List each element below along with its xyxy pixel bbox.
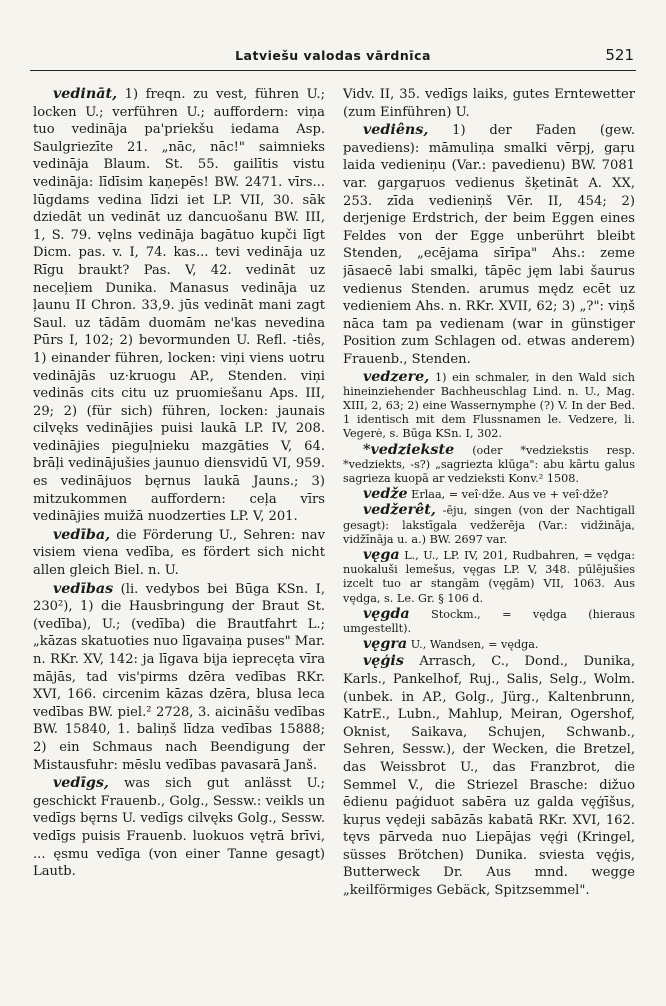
dictionary-entry xyxy=(343,122,635,368)
right-column xyxy=(343,86,635,991)
entry-headword: vedības xyxy=(53,580,114,597)
entry-headword: vediêns, xyxy=(363,122,429,139)
entry-text: Arrasch, C., Dond., Dunika, Karls., Pankelhof, Ruj., Salis, Selg., Wolm. (unbek. in AP., Golg., Jürg., Kaltenbrunn, KatrE., Lubn., Mahlup, Meiran, Ogershof, Oknist, Saikava, Schujen, Schwanb., Sehren, Sessw.), der Wecken, die Bretzel, das Weissbrot U., das Franzbrot, die Semmel V., die Striezel Brasche: dižuo ēdienu paģiduot sabēra uz galda vęģīšus, kuŗus vędeji sabāzās kabatā RKr. XVI, 162. tęvs pārveda nuo Liepājas vęģi (Kringel, süsses Brötchen) Dunika. sviesta vęģis, Butterweck Dr. Aus mnd. wegge „keilförmiges Gebäck, Spitzsemmel". xyxy=(343,654,635,899)
dictionary-entry xyxy=(343,503,635,547)
entry-headword: vedžerêt, xyxy=(363,502,436,519)
dictionary-entry xyxy=(343,370,635,442)
entry-text: (oder *vedziekstis resp. *vedziekts, -s?) „sagriezta klūga": abu kārtu galus sagrieza kuopā ar vedzieksti Konv.² 1508. xyxy=(343,443,635,485)
dictionary-entry xyxy=(343,637,635,652)
entry-text: die Förderung U., Sehren: nav visiem viena vedība, es fördert sich nicht allen gleich Biel. n. U. xyxy=(33,527,325,579)
entry-text: 1) freqn. zu vest, führen U.; locken U.; verführen U.; auffordern: viņa tuo vedināja pa'priekšu iedama Asp. Saulgriezīte 21. „nāc, nāc!" saimnieks vedināja Blaum. St. 55. gailītis vistu vedināja: līdīsim kaņepēs! BW. 2471. vīrs... lūgdams vedina līdzi iet LP. VII, 30. sāk dziedāt un vedināt uz dancuošanu BW. III, 1, S. 79. vęlns vedināja bagātuo kupči līgt Dicm. pas. v. I, 74. kas... tevi vedināja uz Rīgu braukt? Pas. V, 42. vedināt uz neceļiem Dunika. Manasus vedināja uz ļaunu II Chron. 33,9. jūs vedināt mani zagt Saul. uz tādām duomām ne'kas nevedina Pūrs I, 102; 2) bevormunden U. Refl. -tiês, 1) einander führen, locken: viņi viens uotru vedinājās uz·kruogu AP., Stenden. viņi vedinās cits citu uz pruomiešanu Aps. III, 29; 2) (für sich) führen, locken: jaunais cilvęks vedinājies puisi laukā LP. IV, 208. vedinājies pieguļnieku mazgāties V, 64. brāļi vedinājušies jaunuo diensvidū VI, 959. es vedinājuos bęrnus laukā Jauns.; 3) mitzukommen auffordern: ceļa vīrs vedinājies muižā nuodzerties LP. V, 201. xyxy=(33,87,325,525)
dictionary-entry xyxy=(343,548,635,606)
entry-text: Stockm., = vędga (hieraus umgestellt). xyxy=(343,607,635,635)
entry-headword: vedība, xyxy=(53,526,111,543)
dictionary-entry xyxy=(343,443,635,487)
dictionary-entry xyxy=(343,487,635,502)
left-column xyxy=(33,86,325,991)
entry-headword: vęgra xyxy=(363,636,408,653)
page-number: 521 xyxy=(605,46,634,64)
entry-headword: vęga xyxy=(363,546,400,563)
page-header xyxy=(30,44,636,71)
entry-text: Vidv. II, 35. vedīgs laiks, gutes Erntewetter (zum Einführen) U. xyxy=(343,87,635,120)
entry-text: -ēju, singen (von der Nachtigall gesagt): lakstīgala vedžerēja (Var.: vidžināja, vidžīnāja u. a.) BW. 2697 var. xyxy=(343,504,635,546)
dictionary-entry xyxy=(343,607,635,636)
running-head: Latviešu valodas vārdnīca xyxy=(235,48,431,63)
dictionary-entry xyxy=(33,527,325,580)
entry-text: (li. vedybos bei Būga KSn. I, 230²), 1) die Hausbringung der Braut St. (vedība), U.; (vedība) die Brautfahrt L.; „kāzas skatuoties nuo līgavaiņa puses" Mar. n. RKr. XV, 142: ja līgava bija ieprecęta vīra mājās, tad vis'pirms dzēra vedības RKr. XVI, 166. circenim kāzas dzēra, blusa leca vedības BW. piel.² 2728, 3. aicināšu vedības BW. 15840, 1. baliņš līdza vedības 15888; 2) ein Schmaus nach Beendigung der Mistausfuhr: mēslu vedības pavasarā Janš. xyxy=(33,581,325,773)
entry-text: 1) der Faden (gew. pavediens): māmuliņa smalki vērpj, gaŗu laida vedieniņu (Var.: pavedienu) BW. 7081 var. gaŗgaŗuos vedienus šķetināt A. XX, 253. zīda vedieniņš Vēr. II, 454; 2) derjenige Erdstrich, der beim Eggen eines Feldes von der Egge unberührt bleibt Stenden, „ecējama sīrīpa" Ahs.: zeme jāsaecē labi smalki, tāpēc jęm labi šaurus vedienus Stenden. arumus mędz ecēt uz vedieniem Ahs. n. RKr. XVII, 62; 3) „?": viņš nāca tam pa vedienam (war in günstiger Position zum Schlagen od. etwas anderem) Frauenb., Stenden. xyxy=(343,123,635,367)
entry-text: L., U., LP. IV, 201, Rudbahren, = vędga: nuokaluši lemešus, vęgas LP. V, 348. pūlējušies izcelt tuo ar stangām (vęgām) VII, 1063. Aus vędga, s. Le. Gr. § 106 d. xyxy=(343,548,635,605)
entry-headword: vęgda xyxy=(363,605,410,622)
dictionary-entry xyxy=(33,581,325,775)
dictionary-entry xyxy=(33,775,325,881)
entry-headword: vęģis xyxy=(363,653,404,670)
entry-headword: vedže xyxy=(363,486,408,503)
dictionary-entry xyxy=(33,86,325,526)
entry-text: Erlaa, = veî·dže. Aus ve + veî·dže? xyxy=(407,488,609,502)
entry-headword: vedzere, xyxy=(363,368,430,385)
entry-text: 1) ein schmaler, in den Wald sich hineinziehender Bachheuschlag Lind. n. U., Mag. XIII, 2, 63; 2) eine Wassernymphe (?) V. In der Bed. 1 identisch mit dem Flussnamen le. Vedzere, li. Vegerė, s. Būga KSn. I, 302. xyxy=(343,370,635,441)
entry-text: U., Wandsen, = vędga. xyxy=(407,638,539,652)
entry-headword: vedināt, xyxy=(53,86,118,102)
dictionary-entry-continued xyxy=(343,86,635,121)
entry-headword: vedīgs, xyxy=(53,775,109,792)
entry-headword: *vedziekste xyxy=(363,441,455,458)
dictionary-entry xyxy=(343,653,635,899)
entry-text: was sich gut anlässt U.; geschickt Frauenb., Golg., Sessw.: veikls un vedīgs bęrns U. vedīgs cilvęks Golg., Sessw. vedīgs puisis Frauenb. luokuos vętrā brīvi, ... ęsmu vedīga (von einer Tanne gesagt) Lautb. xyxy=(33,776,325,880)
